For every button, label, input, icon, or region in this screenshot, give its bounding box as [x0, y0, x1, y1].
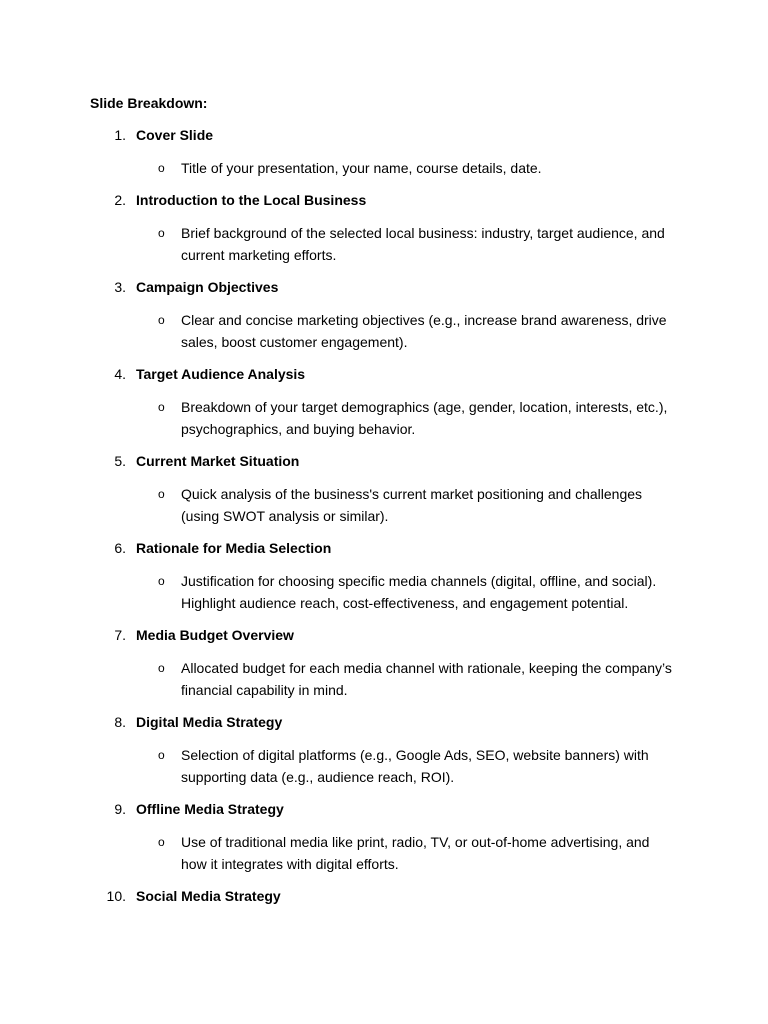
item-title: Offline Media Strategy — [136, 801, 284, 817]
item-title: Current Market Situation — [136, 453, 300, 469]
bullet-circle-icon: o — [158, 487, 165, 501]
list-item-head — [0, 538, 768, 558]
sub-bullet-text: Clear and concise marketing objectives (e.g., increase brand awareness, drive sales, boost customer engagement). — [181, 312, 667, 350]
item-number: 5. — [114, 453, 126, 469]
item-number: 3. — [114, 279, 126, 295]
list-item — [0, 125, 768, 179]
item-title: Rationale for Media Selection — [136, 540, 332, 556]
item-number: 10. — [106, 888, 126, 904]
list-item — [0, 799, 768, 875]
item-title: Social Media Strategy — [136, 888, 281, 904]
bullet-circle-icon: o — [158, 226, 165, 240]
sub-bullet-text: Brief background of the selected local business: industry, target audience, and current marketing efforts. — [181, 225, 665, 263]
item-number: 1. — [114, 127, 126, 143]
list-item — [0, 625, 768, 701]
list-item — [0, 886, 768, 906]
sub-bullet — [0, 657, 768, 701]
bullet-circle-icon: o — [158, 313, 165, 327]
section-heading: Slide Breakdown: — [90, 95, 208, 111]
slide-list — [0, 125, 768, 917]
list-item — [0, 451, 768, 527]
sub-bullet — [0, 483, 768, 527]
list-item — [0, 277, 768, 353]
sub-bullet-text: Allocated budget for each media channel with rationale, keeping the company’s financial capability in mind. — [181, 660, 672, 698]
bullet-circle-icon: o — [158, 835, 165, 849]
list-item — [0, 538, 768, 614]
item-title: Digital Media Strategy — [136, 714, 283, 730]
list-item-head — [0, 364, 768, 384]
sub-bullet — [0, 570, 768, 614]
item-title: Target Audience Analysis — [136, 366, 306, 382]
sub-bullet — [0, 222, 768, 266]
list-item-head — [0, 125, 768, 145]
list-item-head — [0, 886, 768, 906]
list-item-head — [0, 712, 768, 732]
sub-bullet-text: Breakdown of your target demographics (age, gender, location, interests, etc.), psychographics, and buying behavior. — [181, 399, 668, 437]
item-title: Introduction to the Local Business — [136, 192, 367, 208]
item-number: 7. — [114, 627, 126, 643]
item-number: 6. — [114, 540, 126, 556]
sub-bullet-text: Use of traditional media like print, radio, TV, or out-of-home advertising, and how it integrates with digital efforts. — [181, 834, 650, 872]
list-item-head — [0, 625, 768, 645]
bullet-circle-icon: o — [158, 400, 165, 414]
sub-bullet — [0, 831, 768, 875]
item-title: Campaign Objectives — [136, 279, 279, 295]
sub-bullet-text: Selection of digital platforms (e.g., Google Ads, SEO, website banners) with supporting data (e.g., audience reach, ROI). — [181, 747, 649, 785]
sub-bullet — [0, 744, 768, 788]
list-item — [0, 190, 768, 266]
sub-bullet — [0, 309, 768, 353]
item-number: 2. — [114, 192, 126, 208]
bullet-circle-icon: o — [158, 574, 165, 588]
item-number: 9. — [114, 801, 126, 817]
sub-bullet-text: Title of your presentation, your name, course details, date. — [181, 160, 542, 176]
sub-bullet-text: Quick analysis of the business's current market positioning and challenges (using SWOT analysis or similar). — [181, 486, 643, 524]
bullet-circle-icon: o — [158, 661, 165, 675]
sub-bullet — [0, 396, 768, 440]
item-title: Media Budget Overview — [136, 627, 294, 643]
list-item — [0, 364, 768, 440]
list-item-head — [0, 799, 768, 819]
list-item-head — [0, 277, 768, 297]
list-item-head — [0, 451, 768, 471]
sub-bullet — [0, 157, 768, 179]
sub-bullet-text: Justification for choosing specific media channels (digital, offline, and social). Highlight audience reach, cost-effectiveness, and engagement potential. — [181, 573, 657, 611]
bullet-circle-icon: o — [158, 748, 165, 762]
item-number: 8. — [114, 714, 126, 730]
list-item — [0, 712, 768, 788]
list-item-head — [0, 190, 768, 210]
bullet-circle-icon: o — [158, 161, 165, 175]
item-number: 4. — [114, 366, 126, 382]
item-title: Cover Slide — [136, 127, 214, 143]
